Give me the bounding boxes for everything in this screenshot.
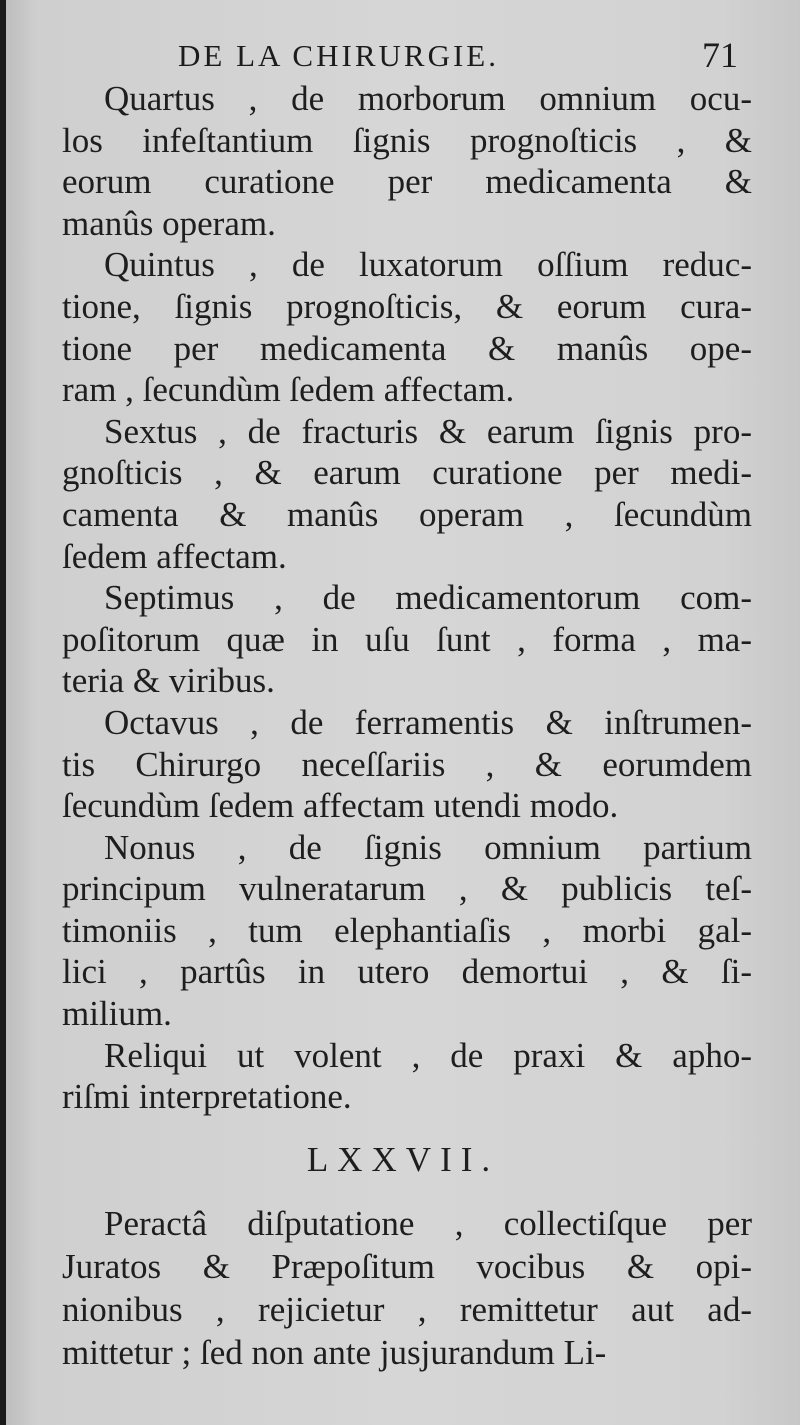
paragraph (62, 244, 752, 410)
text-line: lici , partûs in utero demortui , & ſi- (62, 952, 752, 992)
text-line: gnoſticis , & earum curatione per medi- (62, 453, 752, 493)
text-line: nionibus , rejicietur , remittetur aut ad- (62, 1290, 752, 1329)
paragraph (62, 1202, 752, 1374)
running-head (178, 34, 738, 78)
section-number: LXXVII. (306, 1140, 500, 1179)
text-line: Peractâ diſputatione , collectiſque per (104, 1204, 752, 1243)
text-line: timoniis , tum elephantiaſis , morbi gal- (62, 910, 752, 950)
main-text (62, 78, 752, 1118)
text-line: eorum curatione per medicamenta & (62, 162, 752, 202)
text-line: mittetur ; ſed non ante jusjurandum Li- (62, 1333, 607, 1372)
paragraph (62, 702, 752, 827)
text-line: riſmi interpretatione. (62, 1077, 352, 1117)
page-number: 71 (702, 35, 738, 75)
text-line: Nonus , de ſignis omnium partium (104, 827, 752, 867)
text-line: milium. (62, 994, 172, 1034)
text-line: ram , ſecundùm ſedem affectam. (62, 370, 515, 410)
text-line: Reliqui ut volent , de praxi & apho- (104, 1035, 752, 1075)
text-line: Quintus , de luxatorum oſſium reduc- (104, 245, 752, 285)
paragraph (62, 577, 752, 702)
text-line: teria & viribus. (62, 661, 275, 701)
text-line: camenta & manûs operam , ſecundùm (62, 494, 752, 534)
text-line: tione per medicamenta & manûs ope- (62, 328, 752, 368)
text-line: Juratos & Præpoſitum vocibus & opi- (62, 1247, 752, 1286)
text-line: Octavus , de ferramentis & inſtrumen- (104, 702, 752, 742)
text-line: Quartus , de morborum omnium ocu- (104, 79, 752, 118)
text-line: Sextus , de fracturis & earum ſignis pro- (104, 411, 752, 451)
paragraph (62, 827, 752, 1035)
text-line: Septimus , de medicamentorum com- (104, 578, 752, 618)
paragraph (62, 78, 752, 244)
text-line: manûs operam. (62, 203, 276, 243)
text-line: ſedem affectam. (62, 536, 287, 576)
book-page (6, 0, 800, 1425)
text-line: los infeſtantium ſignis prognoſticis , & (62, 120, 752, 160)
running-head-title: DE LA CHIRURGIE. (178, 38, 499, 73)
paragraph (62, 1035, 752, 1118)
paragraph (62, 411, 752, 577)
text-line: poſitorum quæ in uſu ſunt , forma , ma- (62, 619, 752, 659)
text-line: tis Chirurgo neceſſariis , & eorumdem (62, 744, 752, 784)
text-line: tione, ſignis prognoſticis, & eorum cura- (62, 286, 752, 326)
text-line: principum vulneratarum , & publicis teſ- (62, 869, 752, 909)
final-paragraph (62, 1202, 752, 1374)
text-line: ſecundùm ſedem affectam utendi modo. (62, 786, 619, 826)
